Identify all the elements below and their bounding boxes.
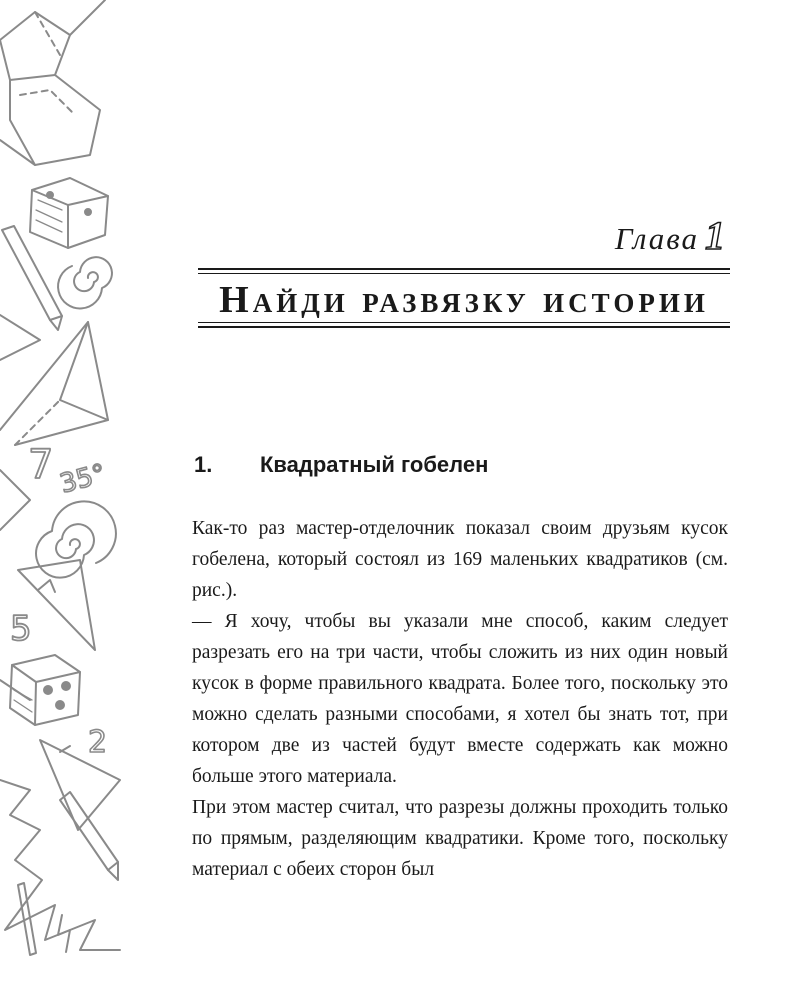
spiral-icon <box>36 501 116 577</box>
paragraph: — Я хочу, чтобы вы указали мне способ, каким следует разрезать его на три части, чтобы сложить из них один новый кусок в форме правильного квадрата. Более того, поскольку это можно сделать разными способами, я хотел бы знать тот, при котором две из частей будут вместе содержать как можно больше этого материала. <box>192 611 728 787</box>
body-text <box>192 513 728 885</box>
paragraph: Как-то раз мастер-отделочник показал своим друзьям кусок гобелена, который состоял из 169 маленьких квадратиков (см. рис.). <box>192 518 728 601</box>
digit-five: 5 <box>10 609 32 649</box>
chapter-label-text: Глава <box>614 221 699 256</box>
title-bottom-rule-thick <box>198 326 730 328</box>
title-top-rule-thin <box>198 273 730 274</box>
section-title: Квадратный гобелен <box>260 452 489 477</box>
chapter-number: 1 <box>705 213 727 258</box>
digit-two: 2 <box>88 725 108 760</box>
lightning-icon <box>0 780 120 952</box>
dice-icon <box>30 178 108 248</box>
spiral-icon <box>58 257 112 308</box>
chapter-label <box>615 212 727 259</box>
pyramid-icon <box>0 315 108 445</box>
paragraph: При этом мастер считал, что разрезы должны проходить только по прямым, разделяющим квадратики. Кроме того, поскольку материал с обеих сторон был <box>192 797 728 880</box>
polyhedron-icon <box>0 0 105 165</box>
dice-icon <box>10 655 80 725</box>
section-heading <box>194 452 488 478</box>
angle-label: 35° <box>56 458 110 500</box>
section-number: 1. <box>194 452 213 477</box>
pencil-icon <box>60 792 118 880</box>
decorative-margin-illustration <box>0 0 135 1000</box>
title-top-rule-thick <box>198 268 730 270</box>
chapter-title: Найди развязку истории <box>219 279 709 321</box>
digit-seven: 7 <box>28 442 54 488</box>
title-bottom-rule-thin <box>198 322 730 323</box>
